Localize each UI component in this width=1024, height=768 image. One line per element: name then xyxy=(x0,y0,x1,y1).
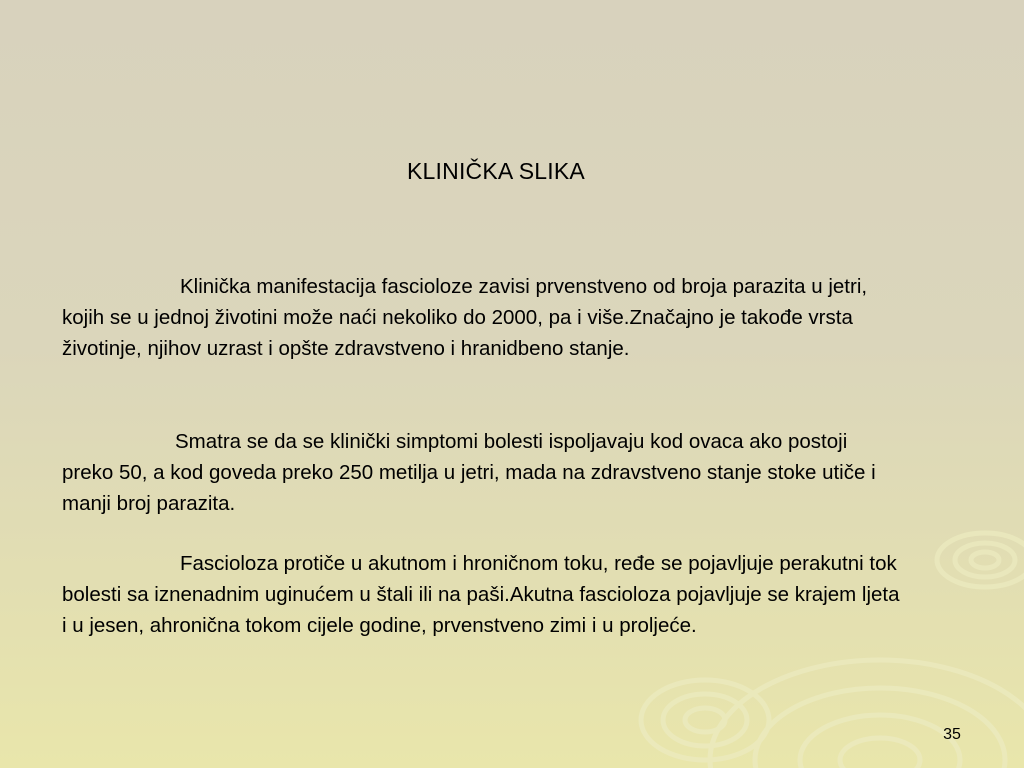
page-number: 35 xyxy=(943,726,961,743)
slide-title: KLINIČKA SLIKA xyxy=(407,158,585,184)
paragraph-symptom-threshold: Smatra se da se klinički simptomi bolesti ispoljavaju kod ovaca ako postoji preko 50, a kod goveda preko 250 metilja u jetri, mada na zdravstveno stanje stoke utiče i manji broj parazita. xyxy=(62,430,876,515)
paragraph-clinical-manifestation: Klinička manifestacija fascioloze zavisi prvenstveno od broja parazita u jetri, kojih se u jednoj životini može naći nekoliko do 2000, pa i više.Značajno je takođe vrsta životinje, njihov uzrast i opšte zdravstveno i hranidbeno stanje. xyxy=(62,275,868,360)
paragraph-disease-course: Fascioloza protiče u akutnom i hroničnom toku, ređe se pojavljuje perakutni tok bolesti sa iznenadnim uginućem u štali ili na paši.Akutna fascioloza pojavljuje se krajem ljeta i u jesen, ahronična tokom cijele godine, prvenstveno zimi i u proljeće. xyxy=(62,552,900,637)
